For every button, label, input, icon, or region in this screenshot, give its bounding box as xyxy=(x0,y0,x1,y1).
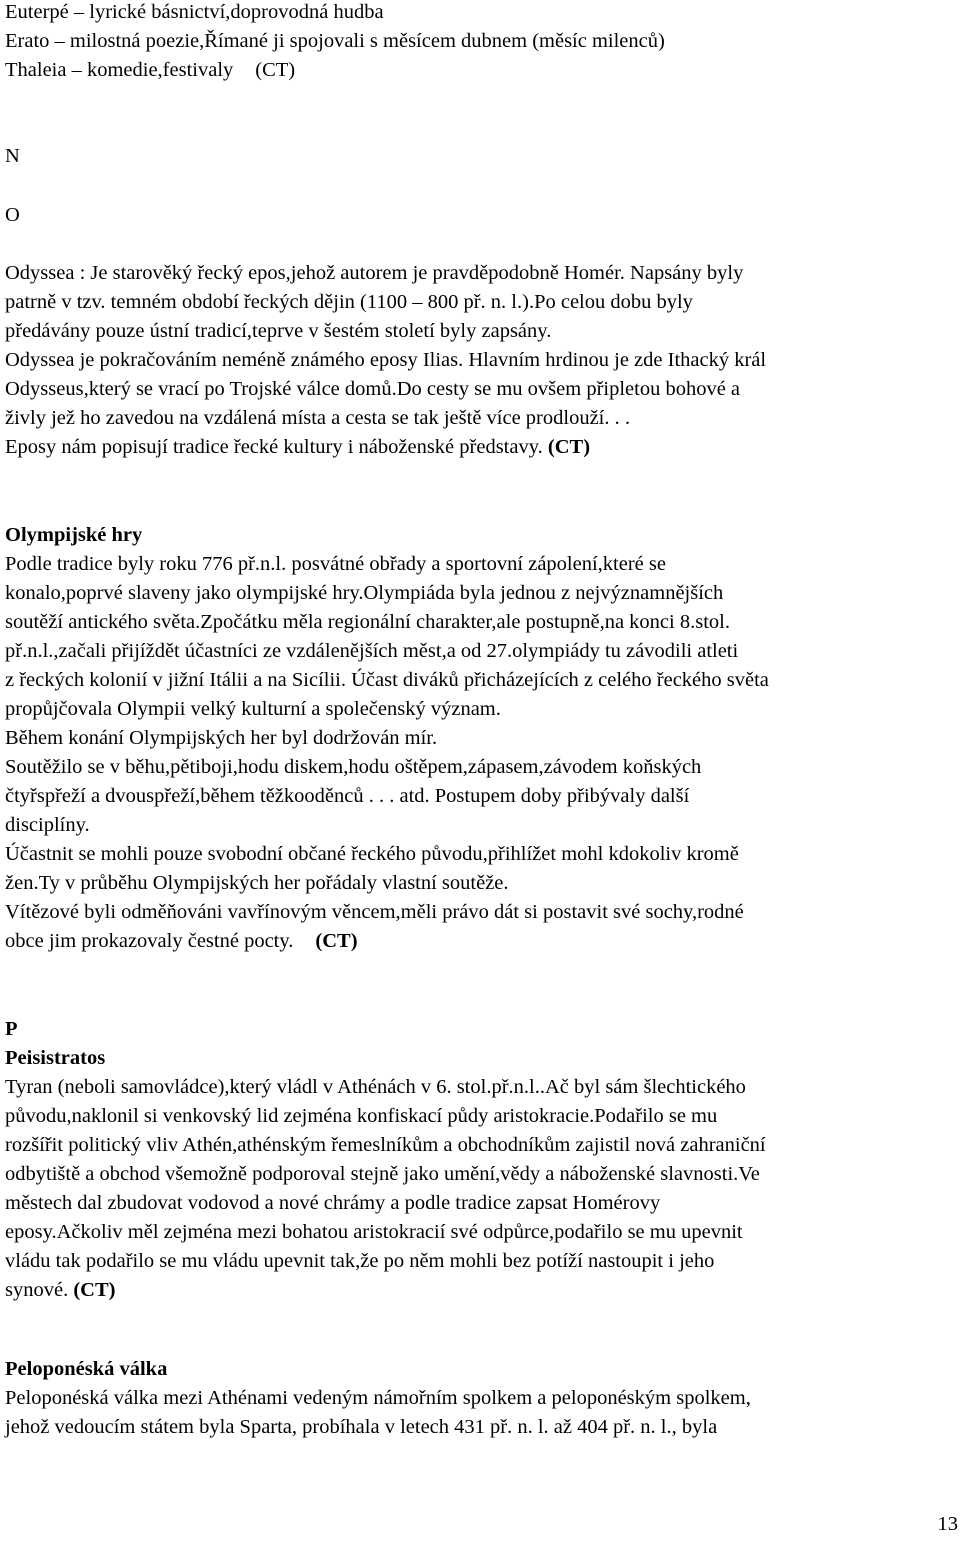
peisistratos-section xyxy=(5,1044,955,1305)
muse-thaleia xyxy=(5,56,955,85)
olympijske-line: Účastnit se mohli pouze svobodní občané řeckého původu,přihlížet mohl kdokoliv kromě xyxy=(5,843,739,865)
letter-heading-o: O xyxy=(5,204,20,226)
olympijske-last-line: obce jim prokazovaly čestné pocty. (CT) xyxy=(5,930,358,952)
odyssea-line: Odysseus,který se vrací po Trojské válce domů.Do cesty se mu ovšem připletou bohové a xyxy=(5,378,741,400)
letter-heading-p: P xyxy=(5,1018,18,1040)
peisistratos-line: odbytiště a obchod všemožně podporoval stejně jako umění,vědy a náboženské slavnosti.Ve xyxy=(5,1163,760,1185)
page-number: 13 xyxy=(937,1513,958,1535)
citation-marker: (CT) xyxy=(255,59,296,81)
peisistratos-line: původu,naklonil si venkovský lid zejména konfiskací půdy aristokracie.Podařilo se mu xyxy=(5,1105,718,1127)
odyssea-line: živly jež ho zavedou na vzdálená místa a cesta se tak ještě více prodlouží. . . xyxy=(5,407,630,429)
olympijske-line: Během konání Olympijských her byl dodržován mír. xyxy=(5,727,438,749)
peisistratos-line: městech dal zbudovat vodovod a nové chrámy a podle tradice zapsat Homérovy xyxy=(5,1192,661,1214)
olympijske-line: př.n.l.,začali přijíždět účastníci ze vzdálenějších měst,a od 27.olympiády tu závodili atleti xyxy=(5,640,739,662)
olympijske-line: z řeckých kolonií v jižní Itálii a na Sicílii. Účast diváků přicházejících z celého řeckého světa xyxy=(5,669,769,691)
citation-marker: (CT) xyxy=(547,436,591,458)
odyssea-line: Odyssea je pokračováním neméně známého eposy Ilias. Hlavním hrdinou je zde Ithacký král xyxy=(5,349,767,371)
odyssea-last-line: Eposy nám popisují tradice řecké kultury i náboženské představy. (CT) xyxy=(5,436,591,458)
olympijske-line: disciplíny. xyxy=(5,814,90,836)
olympijske-line: Vítězové byli odměňováni vavřínovým věncem,měli právo dát si postavit své sochy,rodné xyxy=(5,901,744,923)
peisistratos-line: Tyran (neboli samovládce),který vládl v Athénách v 6. stol.př.n.l..Ač byl sám šlechtického xyxy=(5,1076,746,1098)
olympijske-line: čtyřspřeží a dvouspřeží,během těžkooděnců . . . atd. Postupem doby přibývaly další xyxy=(5,785,690,807)
odyssea-line: Odyssea : Je starověký řecký epos,jehož autorem je pravděpodobně Homér. Napsány byly xyxy=(5,262,744,284)
peisistratos-line: rozšířit politický vliv Athén,athénským řemeslníkům a obchodníkům zajistil nová zahraniční xyxy=(5,1134,766,1156)
peloponeska-line: jehož vedoucím státem byla Sparta, probíhala v letech 431 př. n. l. až 404 př. n. l., byla xyxy=(5,1416,718,1438)
olympijske-line: konalo,poprvé slaveny jako olympijské hry.Olympiáda byla jednou z nejvýznamnějších xyxy=(5,582,724,604)
odyssea-line: patrně v tzv. temném období řeckých dějin (1100 – 800 př. n. l.).Po celou dobu byly xyxy=(5,291,693,313)
muse-euterpe: Euterpé – lyrické básnictví,doprovodná hudba xyxy=(5,1,384,23)
olympijske-hry-section xyxy=(5,521,955,956)
muse-erato: Erato – milostná poezie,Římané ji spojovali s měsícem dubnem (měsíc milenců) xyxy=(5,30,665,52)
odyssea-line: předávány pouze ústní tradicí,teprve v šestém století byly zapsány. xyxy=(5,320,552,342)
olympijske-line: Podle tradice byly roku 776 př.n.l. posvátné obřady a sportovní zápolení,které se xyxy=(5,553,666,575)
olympijske-line: Soutěžilo se v běhu,pětiboji,hodu diskem,hodu oštěpem,zápasem,závodem koňských xyxy=(5,756,702,778)
olympijske-line: soutěží antického světa.Zpočátku měla regionální charakter,ale postupně,na konci 8.stol. xyxy=(5,611,730,633)
olympijske-line: propůjčovala Olympii velký kulturní a společenský význam. xyxy=(5,698,501,720)
peloponeska-valka-section xyxy=(5,1355,955,1442)
letter-heading-n: N xyxy=(5,145,20,167)
citation-marker: (CT) xyxy=(315,930,358,952)
odyssea-section xyxy=(5,259,955,462)
peisistratos-line: eposy.Ačkoliv měl zejména mezi bohatou aristokracií své odpůrce,podařilo se mu upevnit xyxy=(5,1221,743,1243)
muse-thaleia-text: Thaleia – komedie,festivaly xyxy=(5,59,234,81)
peisistratos-last-line: synové. (CT) xyxy=(5,1279,116,1301)
section-heading: Olympijské hry xyxy=(5,524,143,546)
section-heading: Peisistratos xyxy=(5,1047,106,1069)
olympijske-line: žen.Ty v průběhu Olympijských her pořádaly vlastní soutěže. xyxy=(5,872,509,894)
peisistratos-line: vládu tak podařilo se mu vládu upevnit tak,že po něm mohli bez potíží nastoupit i jeho xyxy=(5,1250,715,1272)
section-heading: Peloponéská válka xyxy=(5,1358,168,1380)
peloponeska-line: Peloponéská válka mezi Athénami vedeným námořním spolkem a peloponéským spolkem, xyxy=(5,1387,751,1409)
citation-marker: (CT) xyxy=(73,1279,116,1301)
muses-section xyxy=(5,0,955,85)
